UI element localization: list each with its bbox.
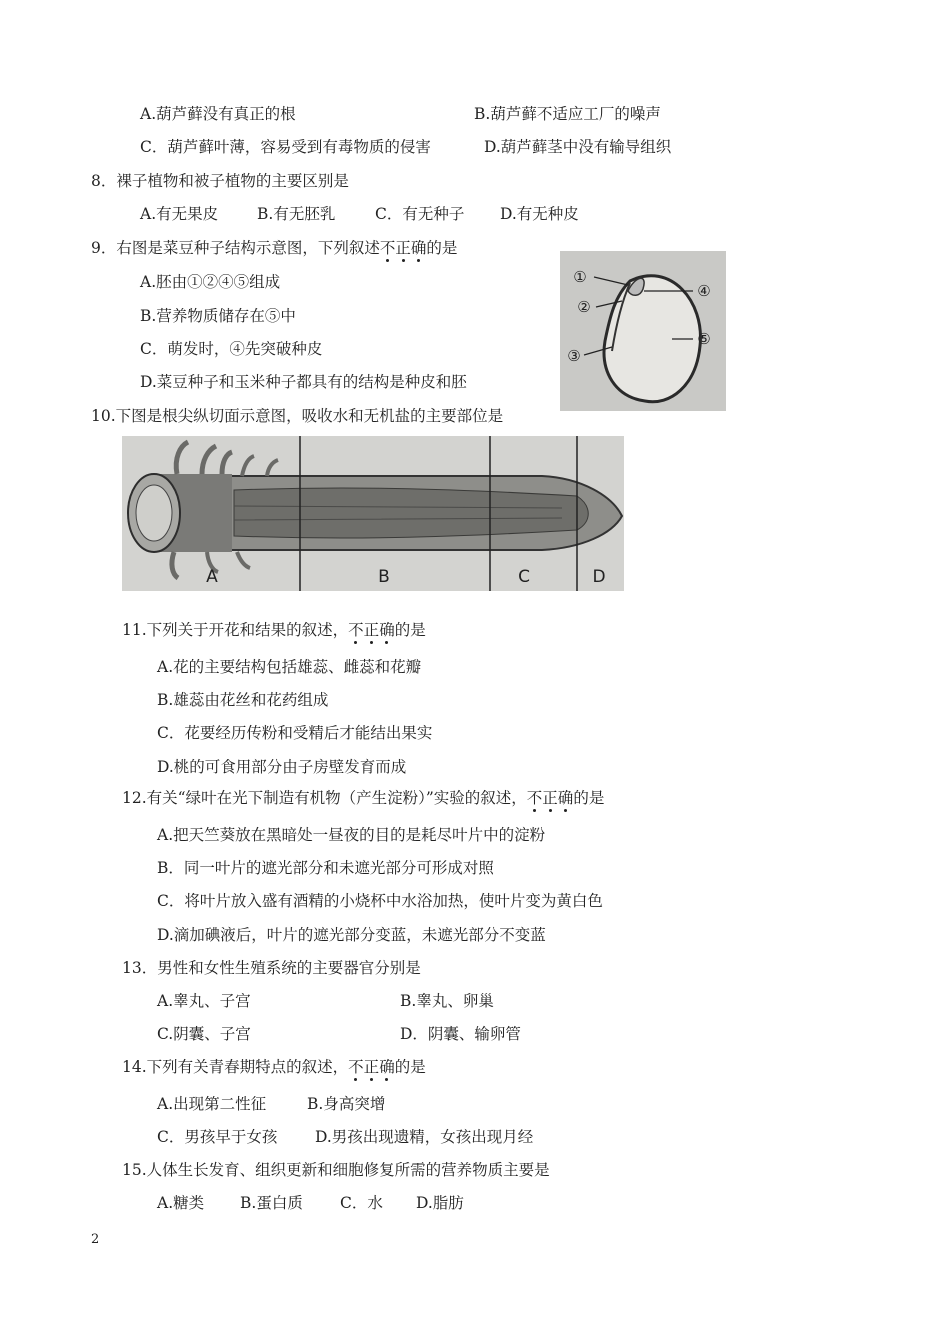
root-label-a: A bbox=[206, 567, 218, 587]
q8-option-b: B.有无胚乳 bbox=[257, 205, 336, 223]
q14-stem: 14.下列有关青春期特点的叙述，不正确的是 bbox=[122, 1058, 426, 1076]
q14-option-d: D.男孩出现遗精，女孩出现月经 bbox=[315, 1128, 534, 1146]
q8-option-c: C．有无种子 bbox=[375, 205, 465, 223]
q12-option-b: B．同一叶片的遮光部分和未遮光部分可形成对照 bbox=[157, 859, 494, 877]
q10-stem: 10.下图是根尖纵切面示意图，吸收水和无机盐的主要部位是 bbox=[91, 407, 504, 425]
seed-label-5: ⑤ bbox=[697, 330, 711, 348]
seed-label-1: ① bbox=[573, 268, 587, 286]
q11-option-b: B.雄蕊由花丝和花药组成 bbox=[157, 691, 329, 709]
q13-option-a: A.睾丸、子宫 bbox=[157, 992, 251, 1010]
q11-option-a: A.花的主要结构包括雄蕊、雌蕊和花瓣 bbox=[157, 658, 422, 676]
q15-option-b: B.蛋白质 bbox=[240, 1194, 303, 1212]
seed-label-4: ④ bbox=[697, 282, 711, 300]
q7-option-b: B.葫芦藓不适应工厂的噪声 bbox=[474, 105, 661, 123]
root-label-c: C bbox=[518, 567, 530, 587]
q11-option-d: D.桃的可食用部分由子房壁发育而成 bbox=[157, 758, 407, 776]
q12-option-a: A.把天竺葵放在黑暗处一昼夜的目的是耗尽叶片中的淀粉 bbox=[157, 826, 546, 844]
q14-option-c: C．男孩早于女孩 bbox=[157, 1128, 278, 1146]
q13-stem: 13．男性和女性生殖系统的主要器官分别是 bbox=[122, 959, 421, 977]
q12-option-d: D.滴加碘液后，叶片的遮光部分变蓝，未遮光部分不变蓝 bbox=[157, 926, 546, 944]
q9-option-c: C．萌发时，④先突破种皮 bbox=[140, 340, 323, 358]
root-tip-diagram bbox=[122, 436, 624, 591]
q7-option-a: A.葫芦藓没有真正的根 bbox=[140, 105, 296, 123]
seed-label-2: ② bbox=[577, 298, 591, 316]
q12-stem: 12.有关“绿叶在光下制造有机物（产生淀粉）”实验的叙述，不正确的是 bbox=[122, 789, 605, 807]
root-label-d: D bbox=[592, 567, 606, 587]
q15-stem: 15.人体生长发育、组织更新和细胞修复所需的营养物质主要是 bbox=[122, 1161, 550, 1179]
q11-stem: 11.下列关于开花和结果的叙述，不正确的是 bbox=[122, 621, 426, 639]
q9-option-b: B.营养物质储存在⑤中 bbox=[140, 307, 296, 325]
q7-option-c: C．葫芦藓叶薄，容易受到有毒物质的侵害 bbox=[140, 138, 431, 156]
q12-option-c: C．将叶片放入盛有酒精的小烧杯中水浴加热，使叶片变为黄白色 bbox=[157, 892, 603, 910]
q8-option-d: D.有无种皮 bbox=[500, 205, 579, 223]
q8-stem: 8．裸子植物和被子植物的主要区别是 bbox=[91, 172, 349, 190]
q9-stem: 9．右图是菜豆种子结构示意图，下列叙述不正确的是 bbox=[91, 239, 458, 257]
q13-option-c: C.阴囊、子宫 bbox=[157, 1025, 251, 1043]
q8-option-a: A.有无果皮 bbox=[140, 205, 219, 223]
q9-option-a: A.胚由①②④⑤组成 bbox=[140, 273, 281, 291]
page-number: 2 bbox=[91, 1232, 100, 1247]
root-label-b: B bbox=[378, 567, 390, 587]
q13-option-d: D．阴囊、输卵管 bbox=[400, 1025, 521, 1043]
q9-option-d: D.菜豆种子和玉米种子都具有的结构是种皮和胚 bbox=[140, 373, 467, 391]
q15-option-c: C．水 bbox=[340, 1194, 383, 1212]
seed-label-3: ③ bbox=[567, 347, 581, 365]
q14-option-b: B.身高突增 bbox=[307, 1095, 386, 1113]
bean-seed-diagram bbox=[560, 251, 726, 411]
q7-option-d: D.葫芦藓茎中没有输导组织 bbox=[484, 138, 672, 156]
q11-option-c: C．花要经历传粉和受精后才能结出果实 bbox=[157, 724, 433, 742]
q14-option-a: A.出现第二性征 bbox=[157, 1095, 267, 1113]
q13-option-b: B.睾丸、卵巢 bbox=[400, 992, 494, 1010]
q15-option-d: D.脂肪 bbox=[416, 1194, 464, 1212]
q15-option-a: A.糖类 bbox=[157, 1194, 205, 1212]
